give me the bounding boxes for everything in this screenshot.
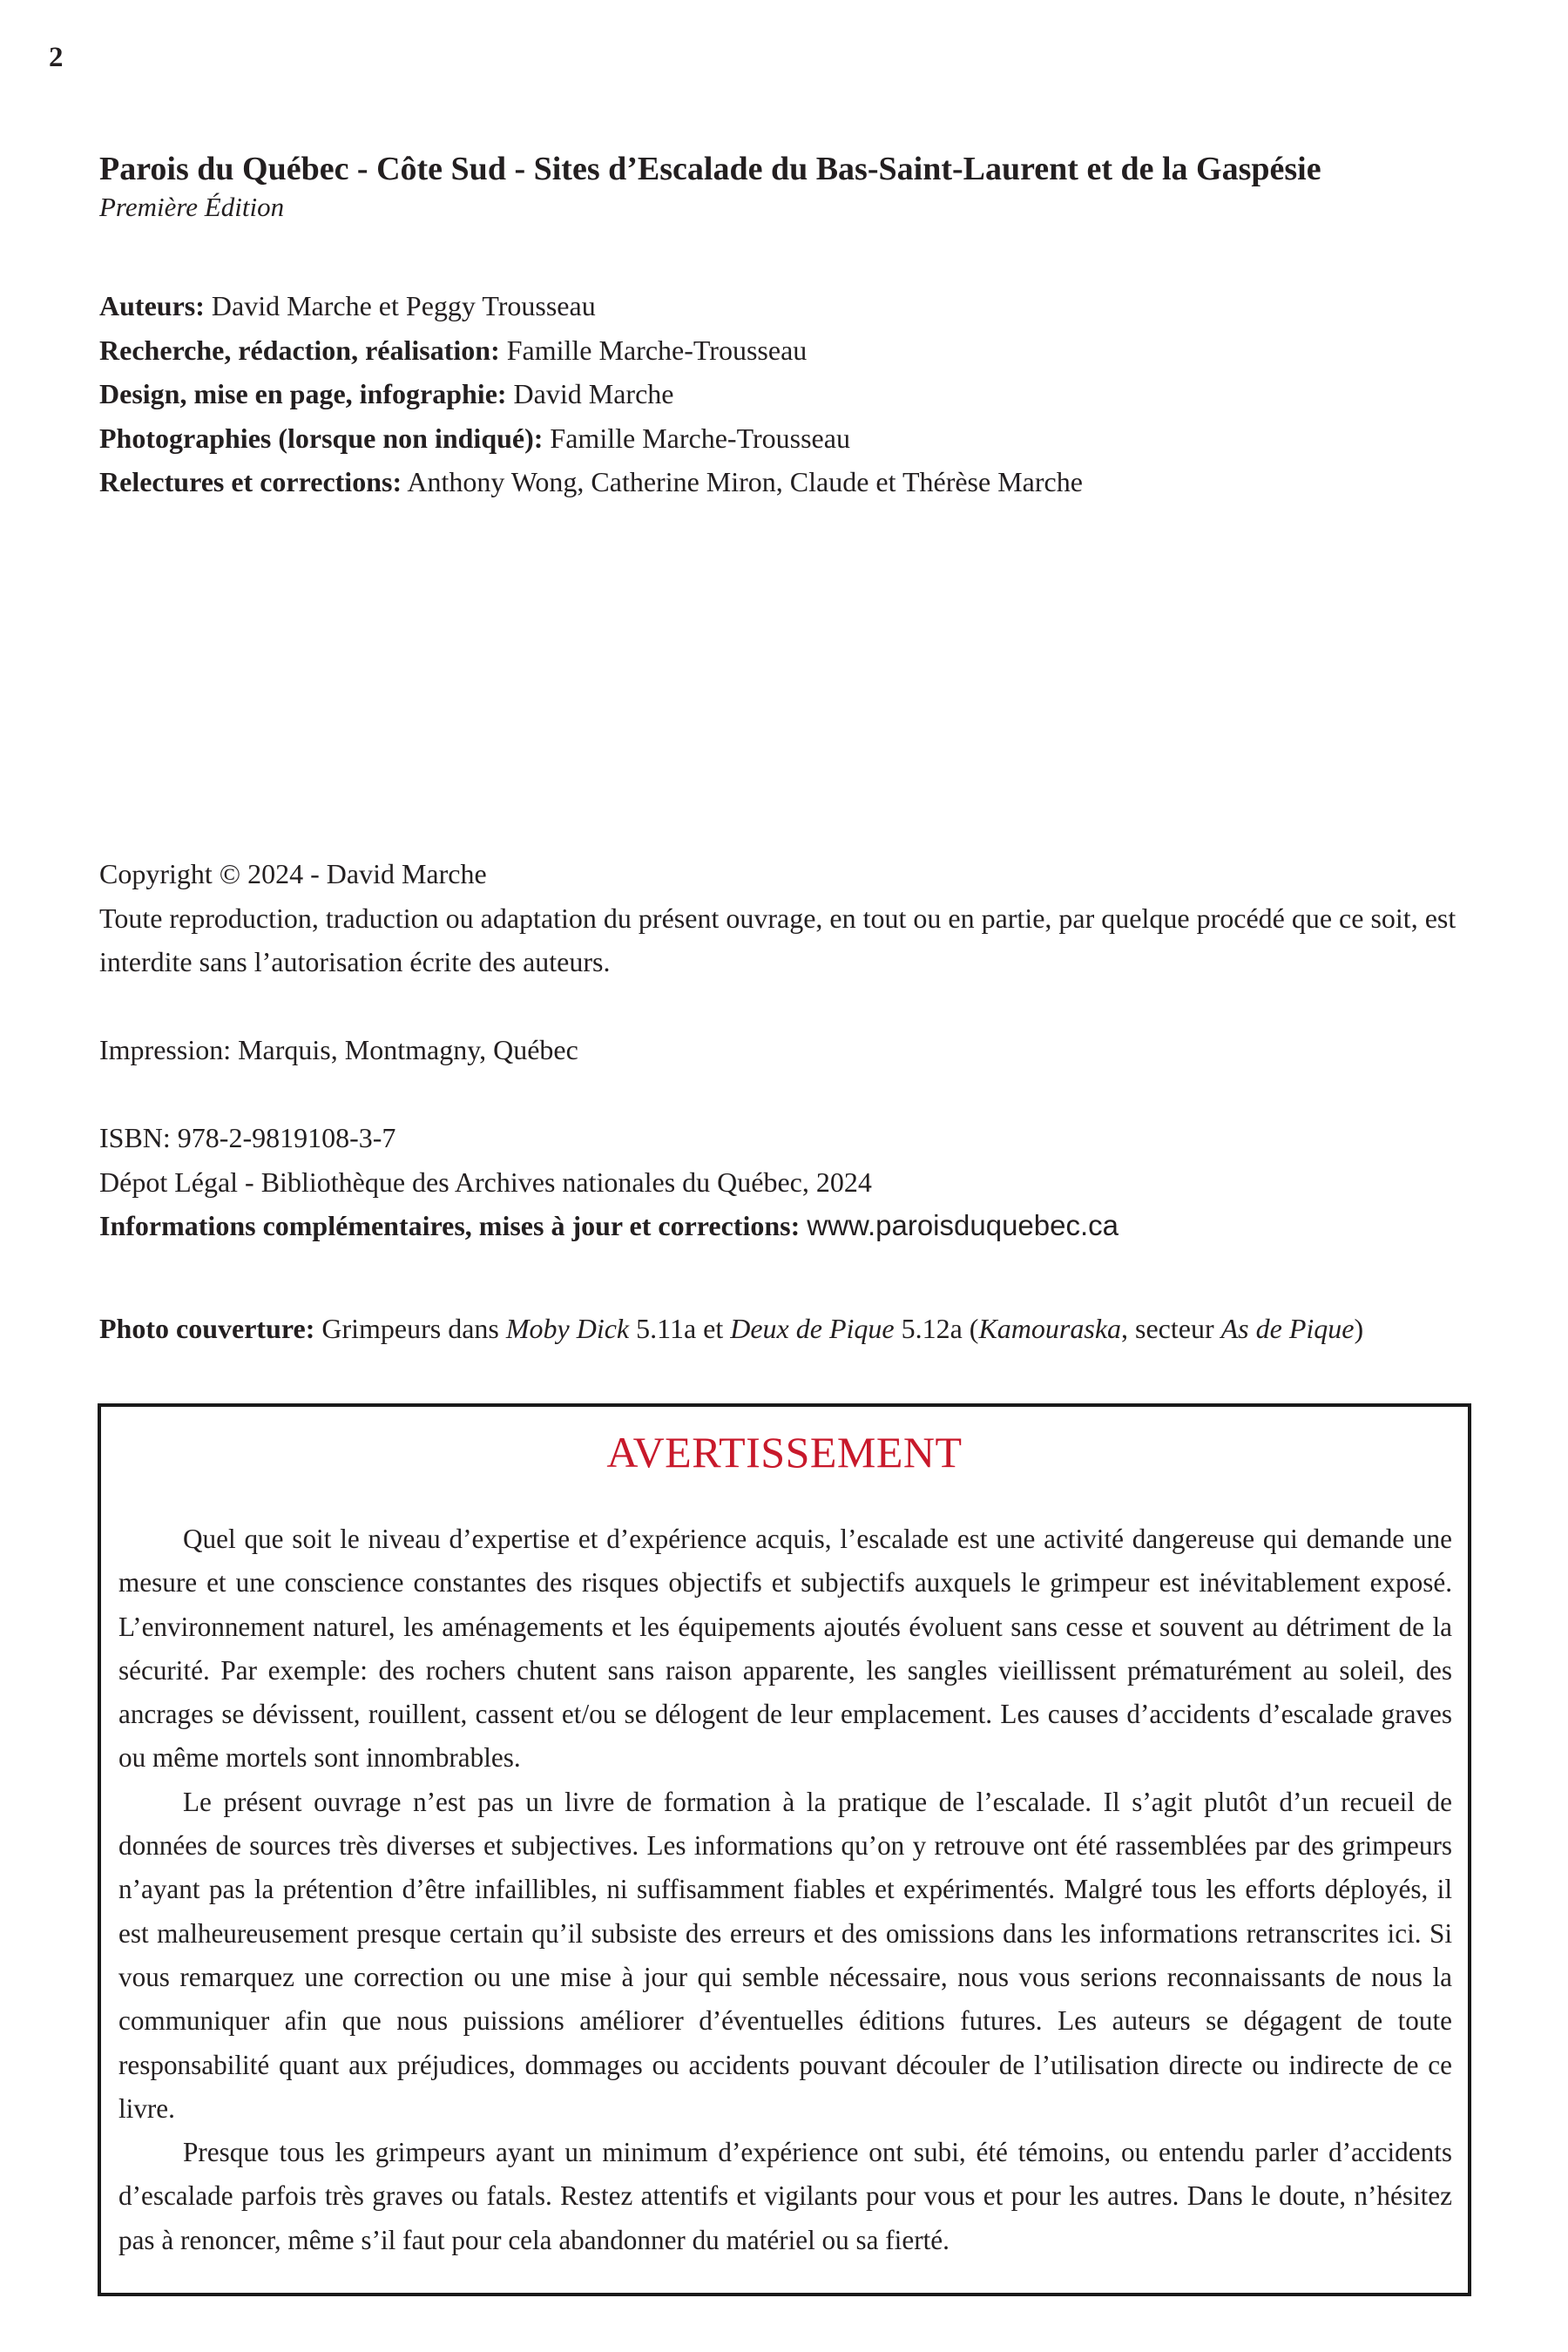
- more-info-label: Informations complémentaires, mises à jour et corrections:: [99, 1210, 801, 1241]
- page-number: 2: [49, 42, 64, 73]
- credit-label: Design, mise en page, infographie:: [99, 378, 507, 409]
- credit-label: Photographies (lorsque non indiqué):: [99, 422, 544, 454]
- legal-deposit: Dépot Légal - Bibliothèque des Archives nationales du Québec, 2024: [99, 1166, 872, 1198]
- warning-title: AVERTISSEMENT: [606, 1428, 963, 1477]
- credit-value: David Marche et Peggy Trousseau: [204, 290, 596, 321]
- route-grade: 5.12a (: [894, 1313, 979, 1344]
- route-name: Deux de Pique: [730, 1313, 895, 1344]
- route-name: Moby Dick: [505, 1313, 630, 1344]
- spacer: [99, 1072, 1493, 1117]
- title-block: [99, 148, 1493, 225]
- book-title: Parois du Québec - Côte Sud - Sites d’Escalade du Bas-Saint-Laurent et de la Gaspésie: [99, 151, 1321, 187]
- warning-paragraph: Presque tous les grimpeurs ayant un minimum d’expérience ont subi, été témoins, ou entendu parler d’accidents d’escalade parfois très graves ou fatals. Restez attentifs et vigilants pour vous et pour les autres. Dans le doute, n’hésitez pas à renoncer, même s’il faut pour cela abandonner du matériel ou sa fierté.: [118, 2137, 1452, 2255]
- credit-label: Auteurs:: [99, 290, 205, 321]
- credit-proofreading: [99, 460, 1493, 504]
- warning-box: [98, 1403, 1471, 2296]
- warning-body: [118, 1517, 1452, 2262]
- photo-cover-text: , secteur: [1121, 1313, 1221, 1344]
- more-info: [99, 1204, 1493, 1248]
- isbn: ISBN: 978-2-9819108-3-7: [99, 1122, 396, 1153]
- route-grade: 5.11a et: [629, 1313, 731, 1344]
- spacer: [99, 984, 1493, 1029]
- sector-name: As de Pique: [1220, 1313, 1355, 1344]
- website-link[interactable]: www.paroisduquebec.ca: [807, 1209, 1119, 1241]
- photo-cover-text: ): [1354, 1313, 1364, 1344]
- photo-cover-credit: [99, 1307, 1537, 1350]
- copyright-block: [99, 852, 1493, 1248]
- site-name: Kamouraska: [978, 1313, 1122, 1344]
- warning-paragraph: Quel que soit le niveau d’expertise et d’expérience acquis, l’escalade est une activité dangereuse qui demande une mesure et une conscience constantes des risques objectifs et subjectifs auxquels le grimpeur est inévitablement exposé. L’environnement naturel, les aménagements et les équipements ajoutés évoluent sans cesse et souvent au détriment de la sécurité. Par exemple: des rochers chutent sans raison apparente, les sangles vieillissent prématurément au soleil, des ancrages se dévissent, rouillent, cassent et/ou se délogent de leur emplacement. Les causes d’accidents d’escalade graves ou même mortels sont innombrables.: [118, 1524, 1452, 1774]
- credit-value: Famille Marche-Trousseau: [499, 334, 808, 366]
- credits-list: [99, 284, 1493, 504]
- credit-value: Famille Marche-Trousseau: [543, 422, 850, 454]
- credit-design: [99, 372, 1493, 416]
- credit-value: Anthony Wong, Catherine Miron, Claude et Thérèse Marche: [402, 466, 1083, 497]
- printing-info: Impression: Marquis, Montmagny, Québec: [99, 1034, 578, 1065]
- reproduction-notice: Toute reproduction, traduction ou adaptation du présent ouvrage, en tout ou en partie, par quelque procédé que ce soit, est interdite sans l’autorisation écrite des auteurs.: [99, 902, 1456, 977]
- credit-label: Relectures et corrections:: [99, 466, 402, 497]
- credit-label: Recherche, rédaction, réalisation:: [99, 334, 500, 366]
- edition: Première Édition: [99, 192, 285, 222]
- credit-authors: [99, 284, 1493, 328]
- photo-cover-label: Photo couverture:: [99, 1313, 315, 1344]
- credit-photos: [99, 416, 1493, 461]
- photo-cover-text: Grimpeurs dans: [314, 1313, 506, 1344]
- credit-value: David Marche: [506, 378, 674, 409]
- credit-research: [99, 328, 1493, 373]
- copyright-notice: Copyright © 2024 - David Marche: [99, 858, 487, 889]
- warning-paragraph: Le présent ouvrage n’est pas un livre de formation à la pratique de l’escalade. Il s’agit plutôt d’un recueil de données de sources très diverses et subjectives. Les informations qu’on y retrouve ont été rassemblées par des grimpeurs n’ayant pas la prétention d’être infaillibles, ni suffisamment fiables et expérimentés. Malgré tous les efforts déployés, il est malheureusement presque certain qu’il subsiste des erreurs et des omissions dans les informations retranscrites ici. Si vous remarquez une correction ou une mise à jour qui semble nécessaire, nous vous serions reconnaissants de nous la communiquer afin que nous puissions améliorer d’éventuelles éditions futures. Les auteurs se dégagent de toute responsabilité quant aux préjudices, dommages ou accidents pouvant découler de l’utilisation directe ou indirecte de ce livre.: [118, 1786, 1452, 2124]
